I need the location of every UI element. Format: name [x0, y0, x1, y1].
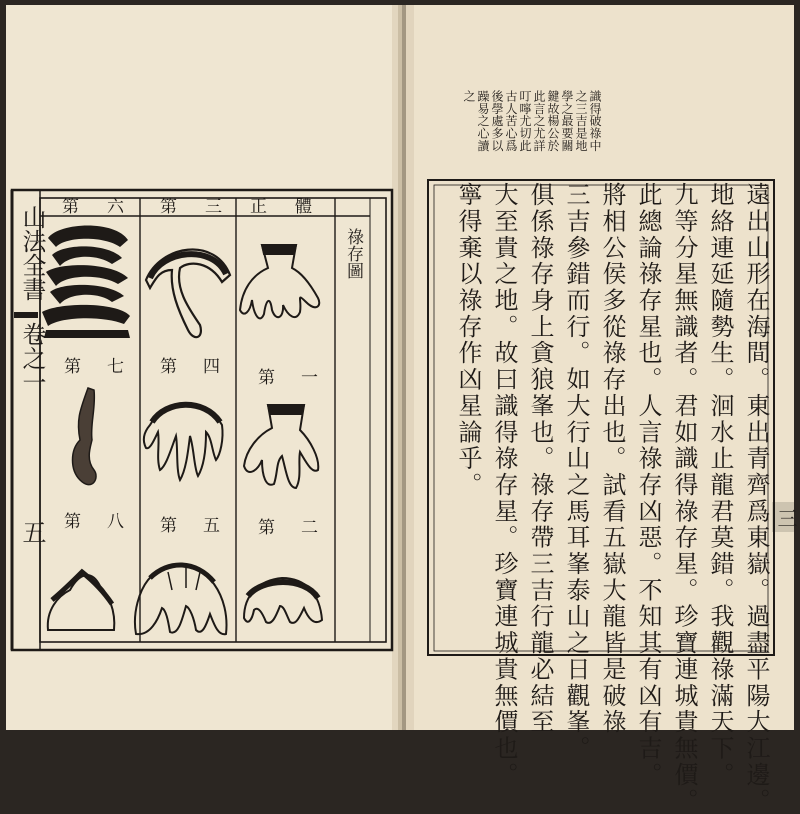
spine-volume: 卷之一: [18, 322, 46, 394]
spine-title: 山法全書: [18, 205, 46, 301]
header-sixth: 第六: [62, 197, 152, 217]
label-fourth: 第四: [160, 357, 246, 377]
label-eighth: 第八: [64, 512, 150, 532]
text-column: 地絡連延隨勢生。洄水止龍君莫錯。我觀祿滿天下。: [706, 182, 734, 789]
label-seventh: 第七: [64, 357, 150, 377]
note-line: 學之最要關: [560, 90, 574, 152]
note-line: 後學處多以: [490, 90, 504, 152]
right-folio: 三: [774, 508, 798, 528]
note-line: 之: [462, 90, 476, 103]
note-line: 古人苦心爲: [504, 90, 518, 152]
diagram-title: 祿存圖: [343, 228, 363, 279]
text-column: 大至貴之地。故曰識得祿存星。珍寶連城貴無價也。: [490, 182, 518, 789]
label-second: 第二: [258, 518, 344, 538]
note-line: 叮嚀尤切此: [518, 90, 532, 152]
text-column: 俱係祿存身上貪狼峯也。祿存帶三吉行龍必結至: [526, 182, 554, 736]
note-line: 鍵故楊公於: [546, 90, 560, 152]
note-line: 躁易之心讀: [476, 90, 490, 152]
label-first: 第一: [258, 368, 344, 388]
note-line: 識得破祿中: [588, 90, 602, 152]
text-column: 此總論祿存星也。人言祿存凶惡。不知其有凶有吉。: [634, 182, 662, 789]
text-column: 三吉參錯而行。如大行山之馬耳峯泰山之日觀峯。: [562, 182, 590, 762]
note-line: 之三吉是地: [574, 90, 588, 152]
header-regular: 正體: [250, 197, 340, 217]
header-third: 第三: [160, 197, 250, 217]
label-fifth: 第五: [160, 516, 246, 536]
text-column: 遠出山形在海間。東出青齊爲東嶽。過盡平陽大江邊。: [742, 182, 770, 814]
spine-folio: 五: [18, 520, 46, 544]
text-column: 將相公侯多從祿存出也。試看五嶽大龍皆是破祿: [598, 182, 626, 736]
note-line: 此言之尤詳: [532, 90, 546, 152]
text-column: 九等分星無識者。君如識得祿存星。珍寶連城貴無價。: [670, 182, 698, 814]
text-column: 寧得棄以祿存作凶星論乎。: [454, 182, 482, 499]
